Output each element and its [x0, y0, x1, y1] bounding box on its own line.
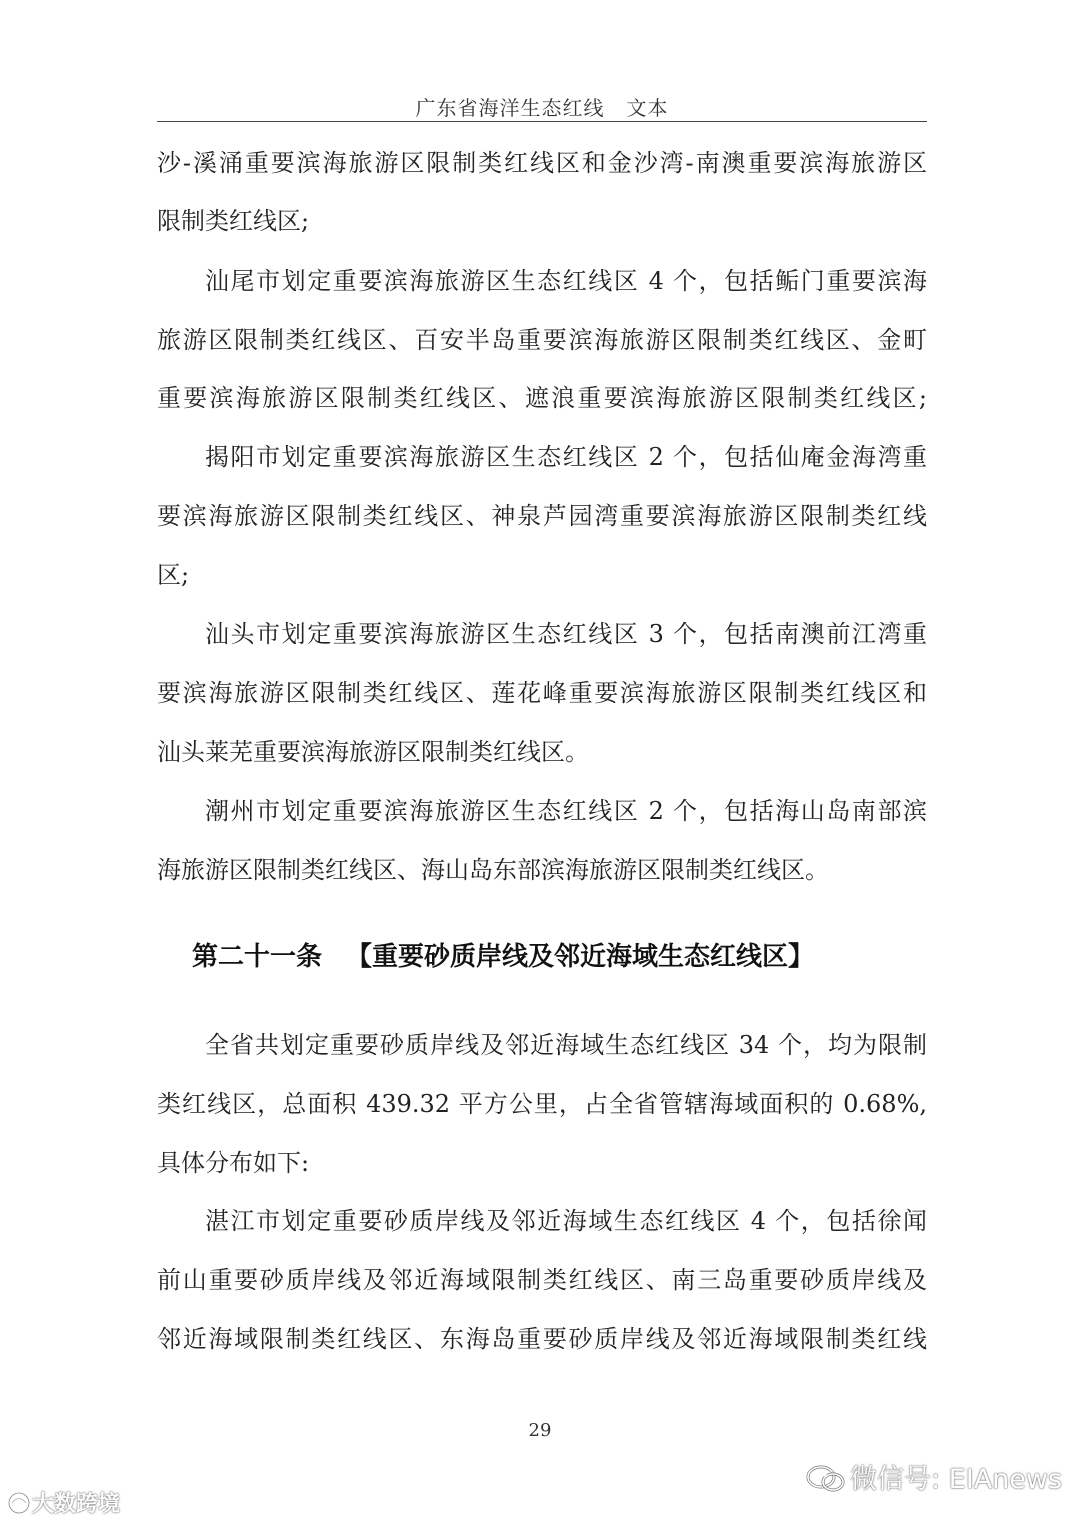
watermark-right-text: 微信号: EIAnews	[850, 1464, 1063, 1495]
page-header	[157, 92, 927, 121]
section-line: 邻近海域限制类红线区、东海岛重要砂质岸线及邻近海域限制类红线	[157, 1325, 927, 1353]
section-line: 全省共划定重要砂质岸线及邻近海域生态红线区 34 个，均为限制	[205, 1031, 927, 1059]
body-line: 区;	[157, 561, 190, 589]
body-line: 汕头市划定重要滨海旅游区生态红线区 3 个，包括南澳前江湾重	[205, 620, 927, 648]
body-line: 要滨海旅游区限制类红线区、神泉芦园湾重要滨海旅游区限制类红线	[157, 502, 927, 530]
header-title: 广东省海洋生态红线	[415, 96, 605, 120]
wechat-icon	[806, 1464, 846, 1494]
watermark-right	[806, 1457, 1062, 1496]
watermark-left-text: 大数跨境	[32, 1492, 121, 1517]
body-line: 汕头莱芜重要滨海旅游区限制类红线区。	[157, 738, 589, 766]
section-line: 类红线区，总面积 439.32 平方公里，占全省管辖海域面积的 0.68%,	[157, 1090, 927, 1118]
body-line: 重要滨海旅游区限制类红线区、遮浪重要滨海旅游区限制类红线区;	[157, 384, 927, 412]
section-title: 【重要砂质岸线及邻近海域生态红线区】	[346, 942, 815, 972]
article-number: 第二十一条	[192, 942, 323, 972]
body-line: 潮州市划定重要滨海旅游区生态红线区 2 个，包括海山岛南部滨	[205, 797, 927, 825]
header-rule	[157, 121, 927, 122]
body-line: 海旅游区限制类红线区、海山岛东部滨海旅游区限制类红线区。	[157, 856, 829, 884]
section-line: 具体分布如下:	[157, 1149, 310, 1177]
section-line: 前山重要砂质岸线及邻近海域限制类红线区、南三岛重要砂质岸线及	[157, 1266, 927, 1294]
section-heading	[192, 940, 814, 974]
body-line: 要滨海旅游区限制类红线区、莲花峰重要滨海旅游区限制类红线区和	[157, 679, 927, 707]
body-line: 限制类红线区;	[157, 207, 310, 235]
header-subtitle: 文本	[626, 96, 669, 120]
watermark-left	[6, 1487, 120, 1518]
body-line: 旅游区限制类红线区、百安半岛重要滨海旅游区限制类红线区、金町	[157, 326, 927, 354]
body-line: 汕尾市划定重要滨海旅游区生态红线区 4 个，包括鲘门重要滨海	[205, 267, 927, 295]
cross-border-logo-icon	[6, 1490, 32, 1516]
body-line: 沙-溪涌重要滨海旅游区限制类红线区和金沙湾-南澳重要滨海旅游区	[157, 149, 927, 177]
section-line: 湛江市划定重要砂质岸线及邻近海域生态红线区 4 个，包括徐闻	[205, 1207, 927, 1235]
page-number: 29	[528, 1420, 552, 1441]
body-line: 揭阳市划定重要滨海旅游区生态红线区 2 个，包括仙庵金海湾重	[205, 443, 927, 471]
